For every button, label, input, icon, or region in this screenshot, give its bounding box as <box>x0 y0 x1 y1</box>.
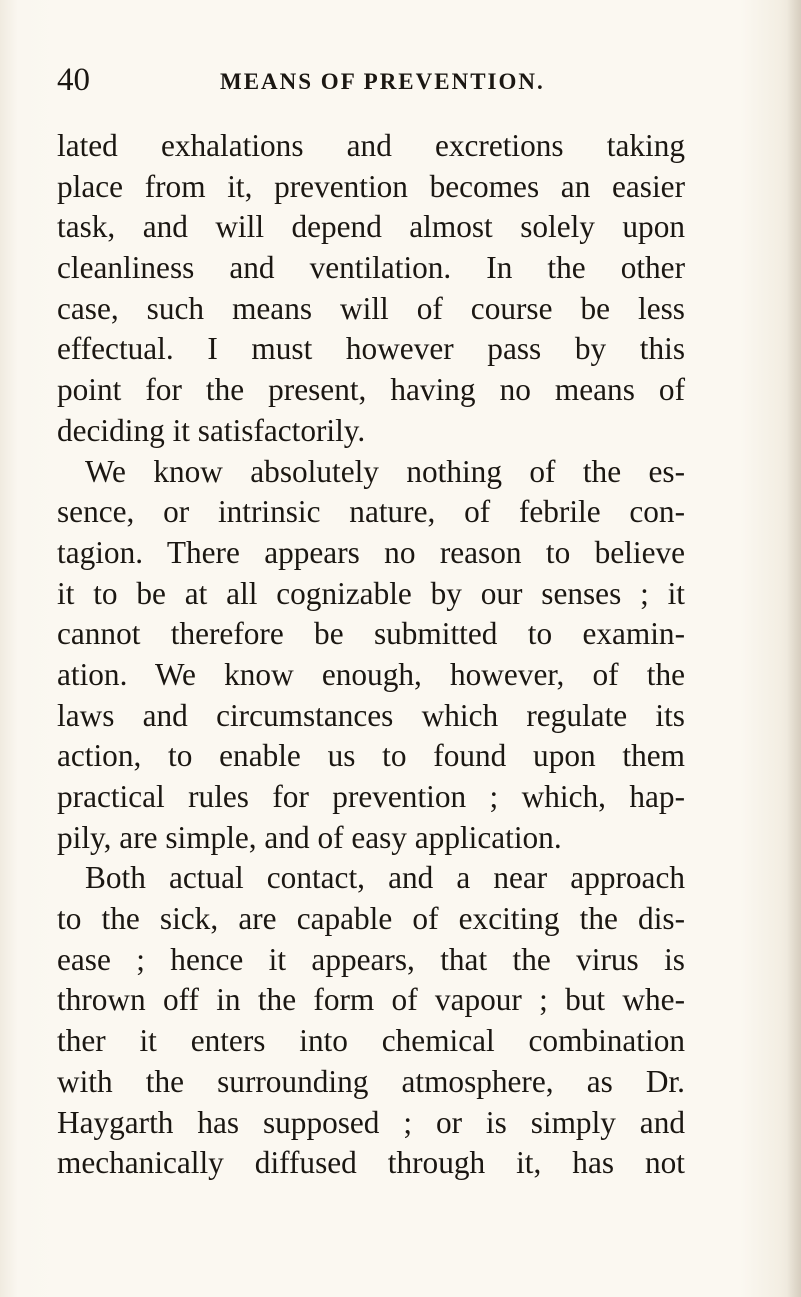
text-line: with the surrounding atmosphere, as Dr. <box>57 1063 685 1099</box>
body-text <box>57 126 685 1184</box>
page-number: 40 <box>57 62 90 98</box>
text-line: it to be at all cognizable by our senses ; it <box>57 575 685 611</box>
text-line: ther it enters into chemical combination <box>57 1023 685 1059</box>
text-line: to the sick, are capable of exciting the dis- <box>57 901 685 937</box>
text-line: pily, are simple, and of easy application. <box>57 819 562 855</box>
running-head: MEANS OF PREVENTION. <box>220 69 545 94</box>
text-line: place from it, prevention becomes an easier <box>57 168 685 204</box>
text-line: point for the present, having no means of <box>57 372 685 408</box>
text-line: ease ; hence it appears, that the virus is <box>57 941 685 977</box>
text-line: Both actual contact, and a near approach <box>85 860 685 896</box>
page-header <box>57 60 717 100</box>
text-line: mechanically diffused through it, has not <box>57 1145 685 1181</box>
text-line: action, to enable us to found upon them <box>57 738 685 774</box>
text-line: sence, or intrinsic nature, of febrile con- <box>57 494 685 530</box>
text-line: lated exhalations and excretions taking <box>57 128 685 163</box>
page-edge-shadow <box>787 0 801 1297</box>
text-line: case, such means will of course be less <box>57 290 685 326</box>
text-line: thrown off in the form of vapour ; but whe- <box>57 982 685 1018</box>
text-line: deciding it satisfactorily. <box>57 412 366 448</box>
text-line: task, and will depend almost solely upon <box>57 209 685 245</box>
text-line: Haygarth has supposed ; or is simply and <box>57 1104 685 1140</box>
text-line: cannot therefore be submitted to examin- <box>57 616 685 652</box>
text-line: ation. We know enough, however, of the <box>57 656 685 692</box>
text-line: laws and circumstances which regulate its <box>57 697 685 733</box>
text-line: practical rules for prevention ; which, hap- <box>57 779 685 814</box>
text-line: tagion. There appears no reason to believe <box>57 534 685 570</box>
text-line: cleanliness and ventilation. In the other <box>57 250 685 286</box>
text-line: We know absolutely nothing of the es- <box>85 453 685 489</box>
text-line: effectual. I must however pass by this <box>57 331 685 367</box>
